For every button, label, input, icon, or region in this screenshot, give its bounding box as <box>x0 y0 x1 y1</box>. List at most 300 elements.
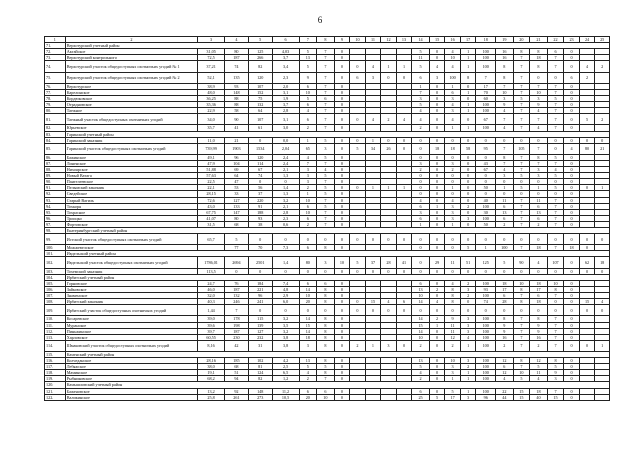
row-number: 99. <box>45 234 66 245</box>
value-cell: 8 <box>445 286 461 292</box>
value-cell: 4,03 <box>272 49 299 55</box>
value-cell: 0 <box>564 83 580 89</box>
value-cell: 4 <box>365 61 381 72</box>
value-cell: 4 <box>299 108 317 114</box>
value-cell: 14 <box>412 328 430 334</box>
value-cell: 0 <box>334 114 350 125</box>
value-cell: 25 <box>412 394 430 400</box>
value-cell: 60,55 <box>198 334 225 340</box>
value-cell: 47,9 <box>198 160 225 166</box>
value-cell: 4 <box>530 376 548 382</box>
value-cell: 2 <box>412 340 430 351</box>
ground-name: Пантелеевское <box>65 179 197 185</box>
value-cell: 0 <box>564 49 580 55</box>
value-cell: 3 <box>299 179 317 185</box>
value-cell: 100 <box>476 293 496 299</box>
value-cell: 5 <box>460 245 476 251</box>
value-cell: 0 <box>460 167 476 173</box>
district-name: Камышловский учетный район <box>65 382 609 388</box>
value-cell: 8 <box>317 293 335 299</box>
value-cell: 0 <box>564 108 580 114</box>
value-cell: 6 <box>564 72 580 83</box>
value-cell: 0 <box>547 191 564 197</box>
value-cell: 13 <box>496 209 514 215</box>
value-cell: 44 <box>496 394 514 400</box>
value-cell: 11 <box>445 322 461 328</box>
value-cell: 0 <box>564 55 580 61</box>
value-cell: 107 <box>547 257 564 268</box>
row-number: 95. <box>45 209 66 215</box>
value-cell: 6 <box>299 280 317 286</box>
value-cell: 1 <box>460 370 476 376</box>
value-cell <box>396 394 412 400</box>
ground-name: Знаменское <box>65 293 197 299</box>
value-cell: 51 <box>225 370 249 376</box>
value-cell: 7 <box>547 340 564 351</box>
value-cell: 7 <box>513 83 530 89</box>
value-cell: 5 <box>225 234 249 245</box>
value-cell: 1 <box>365 137 381 143</box>
value-cell: 14 <box>299 286 317 292</box>
value-cell: 7 <box>513 167 530 173</box>
row-number: 81. <box>45 114 66 125</box>
value-cell: 90 <box>225 114 249 125</box>
value-cell: 148 <box>225 89 249 95</box>
value-cell: 0 <box>547 179 564 185</box>
district-name: Ирбитский учетный район <box>65 274 609 280</box>
value-cell: 0 <box>460 221 476 227</box>
value-cell: 81 <box>248 364 272 370</box>
row-number: 87. <box>45 160 66 166</box>
value-cell: 28 <box>381 257 397 268</box>
value-cell: 0 <box>334 108 350 114</box>
row-number: 76. <box>45 83 66 89</box>
hunting-grounds-table <box>44 36 610 401</box>
value-cell: 1 <box>460 61 476 72</box>
value-cell: 0 <box>429 328 445 334</box>
value-cell: 100 <box>476 370 496 376</box>
value-cell: 7 <box>513 61 530 72</box>
value-cell: 28 <box>496 299 514 305</box>
value-cell: 0 <box>460 160 476 166</box>
value-cell: 1786,01 <box>198 257 225 268</box>
value-cell: 3,1 <box>272 114 299 125</box>
value-cell: 0 <box>334 234 350 245</box>
value-cell: 5 <box>530 364 548 370</box>
value-cell: 1 <box>299 191 317 197</box>
row-number: 83. <box>45 131 66 137</box>
value-cell: 5 <box>299 49 317 55</box>
value-cell: 2,8 <box>272 209 299 215</box>
value-cell: 0 <box>547 268 564 274</box>
value-cell: 3 <box>445 160 461 166</box>
value-cell: 3,0 <box>272 125 299 131</box>
value-cell: 1 <box>412 221 430 227</box>
value-cell: 0 <box>299 268 317 274</box>
value-cell: 3,8 <box>272 334 299 340</box>
value-cell: 10 <box>530 89 548 95</box>
value-cell: 7 <box>225 305 249 316</box>
value-cell: 1 <box>460 340 476 351</box>
value-cell: 0 <box>334 293 350 299</box>
value-cell: 7 <box>513 334 530 340</box>
value-cell: 1 <box>460 108 476 114</box>
value-cell: 5 <box>350 257 366 268</box>
value-cell: 3 <box>530 173 548 179</box>
value-cell: 0 <box>429 173 445 179</box>
value-cell: 0 <box>412 185 430 191</box>
value-cell: 7 <box>317 221 335 227</box>
value-cell: 0 <box>564 179 580 185</box>
value-cell: 8 <box>513 286 530 292</box>
value-cell: 4 <box>564 143 580 154</box>
value-cell: 0 <box>334 95 350 101</box>
value-cell: 178 <box>225 316 249 322</box>
value-cell: 6 <box>396 299 412 305</box>
value-cell: 0 <box>445 179 461 185</box>
value-cell: 2 <box>460 364 476 370</box>
ground-name: Нихоярское <box>65 167 197 173</box>
value-cell: 4 <box>412 370 430 376</box>
value-cell: 0 <box>564 89 580 95</box>
value-cell: 4,8 <box>272 286 299 292</box>
value-cell: 10 <box>513 370 530 376</box>
value-cell: 57,63 <box>198 173 225 179</box>
value-cell: 6 <box>299 114 317 125</box>
column-header: 7 <box>299 37 317 43</box>
value-cell: 16 <box>496 49 514 55</box>
row-number: 122. <box>45 394 66 400</box>
value-cell: 221 <box>248 286 272 292</box>
value-cell: 0 <box>272 234 299 245</box>
value-cell: 0 <box>460 305 476 316</box>
value-cell: 1,3 <box>272 173 299 179</box>
value-cell: 34 <box>365 143 381 154</box>
value-cell: 0 <box>334 388 350 394</box>
value-cell: 7 <box>317 179 335 185</box>
value-cell: 80 <box>225 49 249 55</box>
value-cell: 0 <box>429 89 445 95</box>
value-cell: 29 <box>429 257 445 268</box>
value-cell: 187 <box>225 55 249 61</box>
value-cell: 232 <box>248 334 272 340</box>
ground-name: Шмаковский участок общедоступных охотничьих угодий <box>65 340 197 351</box>
value-cell: 1,4 <box>272 257 299 268</box>
value-cell: 7 <box>476 72 496 83</box>
value-cell: 39,0 <box>198 316 225 322</box>
value-cell: 3 <box>381 340 397 351</box>
value-cell: 133 <box>225 203 249 209</box>
value-cell: 20 <box>299 299 317 305</box>
value-cell: 0 <box>564 215 580 221</box>
value-cell: 18 <box>530 280 548 286</box>
value-cell: 2,4 <box>272 154 299 160</box>
value-cell: 14 <box>299 316 317 322</box>
value-cell: 0 <box>225 268 249 274</box>
value-cell: 40 <box>476 197 496 203</box>
value-cell: 0 <box>334 191 350 197</box>
value-cell: 0 <box>334 154 350 160</box>
value-cell: 13 <box>530 209 548 215</box>
value-cell: 0 <box>412 179 430 185</box>
value-cell: 1 <box>396 61 412 72</box>
value-cell: 3 <box>317 143 335 154</box>
row-number: 96. <box>45 215 66 221</box>
value-cell: 80 <box>299 257 317 268</box>
value-cell: 3,2 <box>272 328 299 334</box>
value-cell: 3 <box>412 95 430 101</box>
ground-name: Верхотурское <box>65 83 197 89</box>
value-cell: 0 <box>412 257 430 268</box>
row-number: 104. <box>45 274 66 280</box>
value-cell: 0 <box>429 268 445 274</box>
value-cell: 6,0 <box>272 299 299 305</box>
value-cell: 0 <box>334 370 350 376</box>
value-cell: 4 <box>299 370 317 376</box>
value-cell: 3 <box>460 286 476 292</box>
value-cell: 11 <box>530 197 548 203</box>
value-cell: 0 <box>334 197 350 203</box>
value-cell: 0 <box>547 137 564 143</box>
value-cell: 32,0 <box>198 293 225 299</box>
value-cell: 18 <box>445 143 461 154</box>
value-cell: 5 <box>299 95 317 101</box>
value-cell: 4 <box>445 102 461 108</box>
value-cell: 8 <box>496 316 514 322</box>
value-cell: 7 <box>317 215 335 221</box>
ground-name: Юрьевское <box>65 125 197 131</box>
value-cell: 58 <box>225 108 249 114</box>
value-cell: 8 <box>530 61 548 72</box>
value-cell: 7 <box>513 197 530 203</box>
value-cell: 38 <box>248 221 272 227</box>
value-cell: 0 <box>564 340 580 351</box>
value-cell: 8 <box>317 316 335 322</box>
value-cell: 0 <box>496 234 514 245</box>
value-cell: 28,16 <box>198 358 225 364</box>
value-cell: 15 <box>579 299 595 305</box>
table-row <box>45 143 610 154</box>
value-cell: 0 <box>396 143 412 154</box>
district-name: Верхотурский учетный район <box>65 43 609 49</box>
value-cell: 77 <box>225 245 249 251</box>
value-cell: 39,6 <box>198 322 225 328</box>
value-cell: 0 <box>460 197 476 203</box>
column-header: 10 <box>350 37 366 43</box>
value-cell: 4 <box>396 114 412 125</box>
district-name: Екатеринбургский учетный район <box>65 228 609 234</box>
value-cell: 0 <box>334 179 350 185</box>
value-cell: 5 <box>412 102 430 108</box>
value-cell: 4 <box>530 108 548 114</box>
value-cell: 2 <box>412 125 430 131</box>
row-number: 121. <box>45 388 66 394</box>
value-cell: 33 <box>225 191 249 197</box>
value-cell: 7 <box>513 221 530 227</box>
value-cell: 5 <box>299 61 317 72</box>
value-cell: 1 <box>445 125 461 131</box>
value-cell: 0,0 <box>272 137 299 143</box>
value-cell: 100 <box>476 340 496 351</box>
row-number: 101. <box>45 251 66 257</box>
value-cell: 0 <box>412 234 430 245</box>
value-cell: 3 <box>460 316 476 322</box>
value-cell: 82 <box>248 61 272 72</box>
value-cell: 7 <box>547 293 564 299</box>
value-cell: 1903 <box>225 143 249 154</box>
value-cell: 8 <box>317 370 335 376</box>
value-cell: 1 <box>429 203 445 209</box>
value-cell: 0 <box>350 137 366 143</box>
value-cell: 148 <box>248 388 272 394</box>
value-cell: 5 <box>299 364 317 370</box>
row-number: 89. <box>45 173 66 179</box>
value-cell: 6 <box>350 72 366 83</box>
value-cell: 5 <box>513 185 530 191</box>
value-cell: 12 <box>530 358 548 364</box>
value-cell: 3 <box>445 95 461 101</box>
value-cell: 0 <box>564 370 580 376</box>
value-cell: 0 <box>334 143 350 154</box>
value-cell: 0 <box>496 137 514 143</box>
value-cell: 0 <box>396 137 412 143</box>
value-cell: 4 <box>412 114 430 125</box>
value-cell: 6 <box>412 280 430 286</box>
value-cell: 0 <box>396 340 412 351</box>
value-cell: 2501 <box>248 257 272 268</box>
ground-name: Сведейское <box>65 191 197 197</box>
value-cell: 7 <box>547 388 564 394</box>
value-cell: 16 <box>496 334 514 340</box>
value-cell <box>595 394 610 400</box>
value-cell: 0 <box>429 108 445 114</box>
column-header: 6 <box>272 37 299 43</box>
value-cell: 65,7 <box>198 234 225 245</box>
value-cell: 113,5 <box>198 268 225 274</box>
value-cell: 0 <box>530 72 548 83</box>
value-cell: 0 <box>513 191 530 197</box>
value-cell: 0 <box>272 179 299 185</box>
value-cell: 50 <box>476 185 496 191</box>
value-cell: 0 <box>496 305 514 316</box>
value-cell: 8 <box>317 322 335 328</box>
value-cell: 5 <box>445 388 461 394</box>
value-cell: 21 <box>225 137 249 143</box>
value-cell: 7 <box>513 215 530 221</box>
value-cell: 2 <box>579 72 595 83</box>
value-cell: 0 <box>564 388 580 394</box>
value-cell: 0 <box>334 299 350 305</box>
column-header: 19 <box>496 37 514 43</box>
value-cell: 0 <box>429 293 445 299</box>
value-cell: 9 <box>496 322 514 328</box>
value-cell: 0 <box>579 234 595 245</box>
value-cell: 7,3 <box>272 245 299 251</box>
value-cell: 35,36 <box>198 102 225 108</box>
value-cell: 15 <box>513 394 530 400</box>
value-cell: 0 <box>334 322 350 328</box>
value-cell: 6 <box>496 364 514 370</box>
value-cell: 0 <box>445 268 461 274</box>
value-cell: 0 <box>412 245 430 251</box>
value-cell: 39,7 <box>198 328 225 334</box>
row-number: 112. <box>45 328 66 334</box>
value-cell: 2 <box>530 221 548 227</box>
value-cell: 3,8 <box>272 340 299 351</box>
value-cell: 7 <box>299 160 317 166</box>
value-cell: 47 <box>225 179 249 185</box>
value-cell: 68 <box>225 221 249 227</box>
value-cell: 28,15 <box>198 191 225 197</box>
value-cell: 15 <box>547 394 564 400</box>
value-cell: 1 <box>460 376 476 382</box>
value-cell: 48,0 <box>198 89 225 95</box>
value-cell: 8 <box>547 358 564 364</box>
value-cell: 100 <box>476 316 496 322</box>
value-cell: 2 <box>460 293 476 299</box>
value-cell: 127 <box>248 328 272 334</box>
value-cell: 3 <box>412 209 430 215</box>
value-cell: 0 <box>381 72 397 83</box>
value-cell: 5 <box>317 137 335 143</box>
value-cell: 8 <box>530 49 548 55</box>
value-cell: 7 <box>547 322 564 328</box>
value-cell: 7 <box>547 83 564 89</box>
value-cell: 8 <box>513 299 530 305</box>
value-cell: 7 <box>513 328 530 334</box>
value-cell: 4 <box>579 61 595 72</box>
value-cell: 0 <box>429 95 445 101</box>
value-cell: 0 <box>429 185 445 191</box>
ground-name: Фортовское <box>65 221 197 227</box>
value-cell: 6,5 <box>272 370 299 376</box>
ground-name: Колчеданское <box>65 358 197 364</box>
value-cell: 65 <box>299 143 317 154</box>
value-cell: 7 <box>547 125 564 131</box>
value-cell: 5 <box>317 191 335 197</box>
value-cell: 7 <box>513 108 530 114</box>
value-cell: 75 <box>248 95 272 101</box>
value-cell: 0 <box>429 209 445 215</box>
value-cell: 0 <box>350 305 366 316</box>
value-cell: 0 <box>579 305 595 316</box>
value-cell: 5 <box>513 173 530 179</box>
value-cell: 100 <box>476 322 496 328</box>
value-cell: 46,0 <box>198 286 225 292</box>
value-cell: 36,25 <box>198 95 225 101</box>
value-cell: 2 <box>299 376 317 382</box>
value-cell: 6 <box>412 72 430 83</box>
column-header: 18 <box>476 37 496 43</box>
value-cell: 15 <box>412 322 430 328</box>
column-header: 8 <box>317 37 335 43</box>
value-cell: 64 <box>248 108 272 114</box>
value-cell: 18 <box>530 299 548 305</box>
value-cell: 0 <box>564 221 580 227</box>
value-cell: 7 <box>547 334 564 340</box>
value-cell: 0 <box>564 209 580 215</box>
value-cell: 0 <box>564 394 580 400</box>
value-cell: 0 <box>460 179 476 185</box>
value-cell: 6 <box>496 203 514 209</box>
value-cell: 37,21 <box>198 61 225 72</box>
value-cell: 100 <box>476 203 496 209</box>
row-number: 82. <box>45 125 66 131</box>
value-cell: 17 <box>476 83 496 89</box>
value-cell: 100 <box>476 358 496 364</box>
value-cell: 0 <box>412 173 430 179</box>
value-cell: 7 <box>513 364 530 370</box>
